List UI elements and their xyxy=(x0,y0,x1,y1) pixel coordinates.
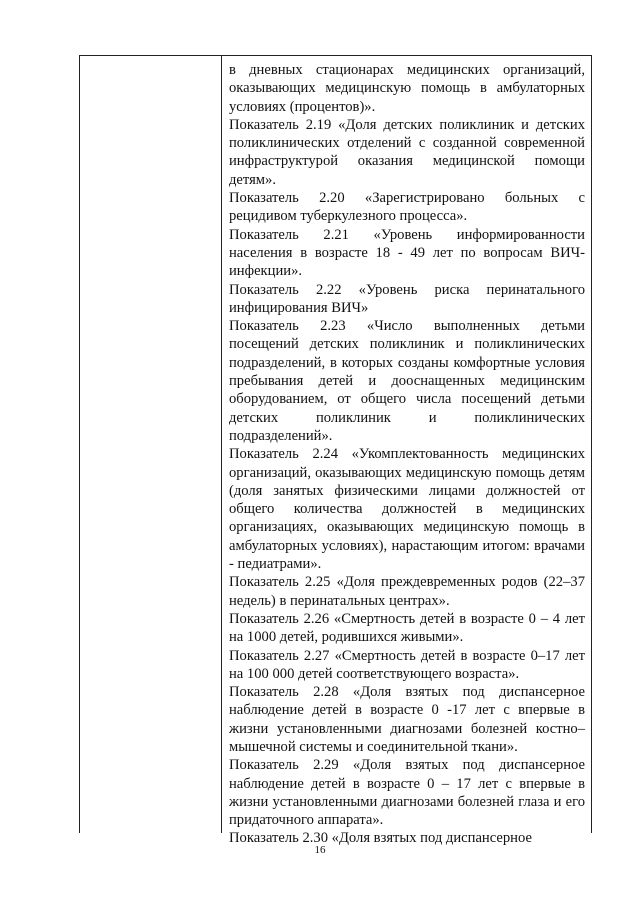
document-table xyxy=(79,55,592,847)
paragraph: Показатель 2.29 «Доля взятых под диспансерное наблюдение детей в возрасте 0 – 17 лет с впервые в жизни установленными диагнозами болезней глаза и его придаточного аппарата». xyxy=(229,757,585,829)
table-left-column xyxy=(80,56,222,833)
paragraph: Показатель 2.27 «Смертность детей в возрасте 0–17 лет на 100 000 детей соответствующего возраста». xyxy=(229,647,585,682)
paragraph: Показатель 2.21 «Уровень информированности населения в возрасте 18 - 49 лет по вопросам ВИЧ-инфекции». xyxy=(229,226,585,280)
paragraph: Показатель 2.22 «Уровень риска перинатального инфицирования ВИЧ» xyxy=(229,281,585,316)
page-number: 16 xyxy=(314,844,326,856)
paragraph: Показатель 2.24 «Укомплектованность медицинских организаций, оказывающих медицинскую помощь детям (доля занятых физическими лицами должностей от общего количества должностей в медицинских организациях, оказывающих медицинскую помощь в амбулаторных условиях), нарастающим итогом: врачами - педиатрами». xyxy=(229,446,585,573)
table-right-column xyxy=(222,56,591,847)
paragraph: Показатель 2.20 «Зарегистрировано больных с рецидивом туберкулезного процесса». xyxy=(229,190,585,225)
paragraph: Показатель 2.26 «Смертность детей в возрасте 0 – 4 лет на 1000 детей, родившихся живыми». xyxy=(229,610,585,646)
paragraph: Показатель 2.25 «Доля преждевременных родов (22–37 недель) в перинатальных центрах». xyxy=(229,574,585,609)
paragraph: Показатель 2.28 «Доля взятых под диспансерное наблюдение детей в возрасте 0 -17 лет с впервые в жизни установленными диагнозами болезней костно–мышечной системы и соединительной ткани». xyxy=(229,684,585,755)
paragraph: Показатель 2.30 «Доля взятых под диспансерное xyxy=(229,830,532,847)
paragraph: Показатель 2.23 «Число выполненных детьми посещений детских поликлиник и поликлинических подразделений, в которых созданы комфортные условия пребывания детей и дооснащенных медицинским оборудованием, от общего числа посещений детьми детских поликлиник и поликлинических подразделений». xyxy=(229,318,585,444)
paragraph: в дневных стационарах медицинских организаций, оказывающих медицинскую помощь в амбулаторных условиях (процентов)». xyxy=(229,62,585,115)
paragraph: Показатель 2.19 «Доля детских поликлиник и детских поликлинических отделений с созданной современной инфраструктурой оказания медицинской помощи детям». xyxy=(229,116,585,188)
